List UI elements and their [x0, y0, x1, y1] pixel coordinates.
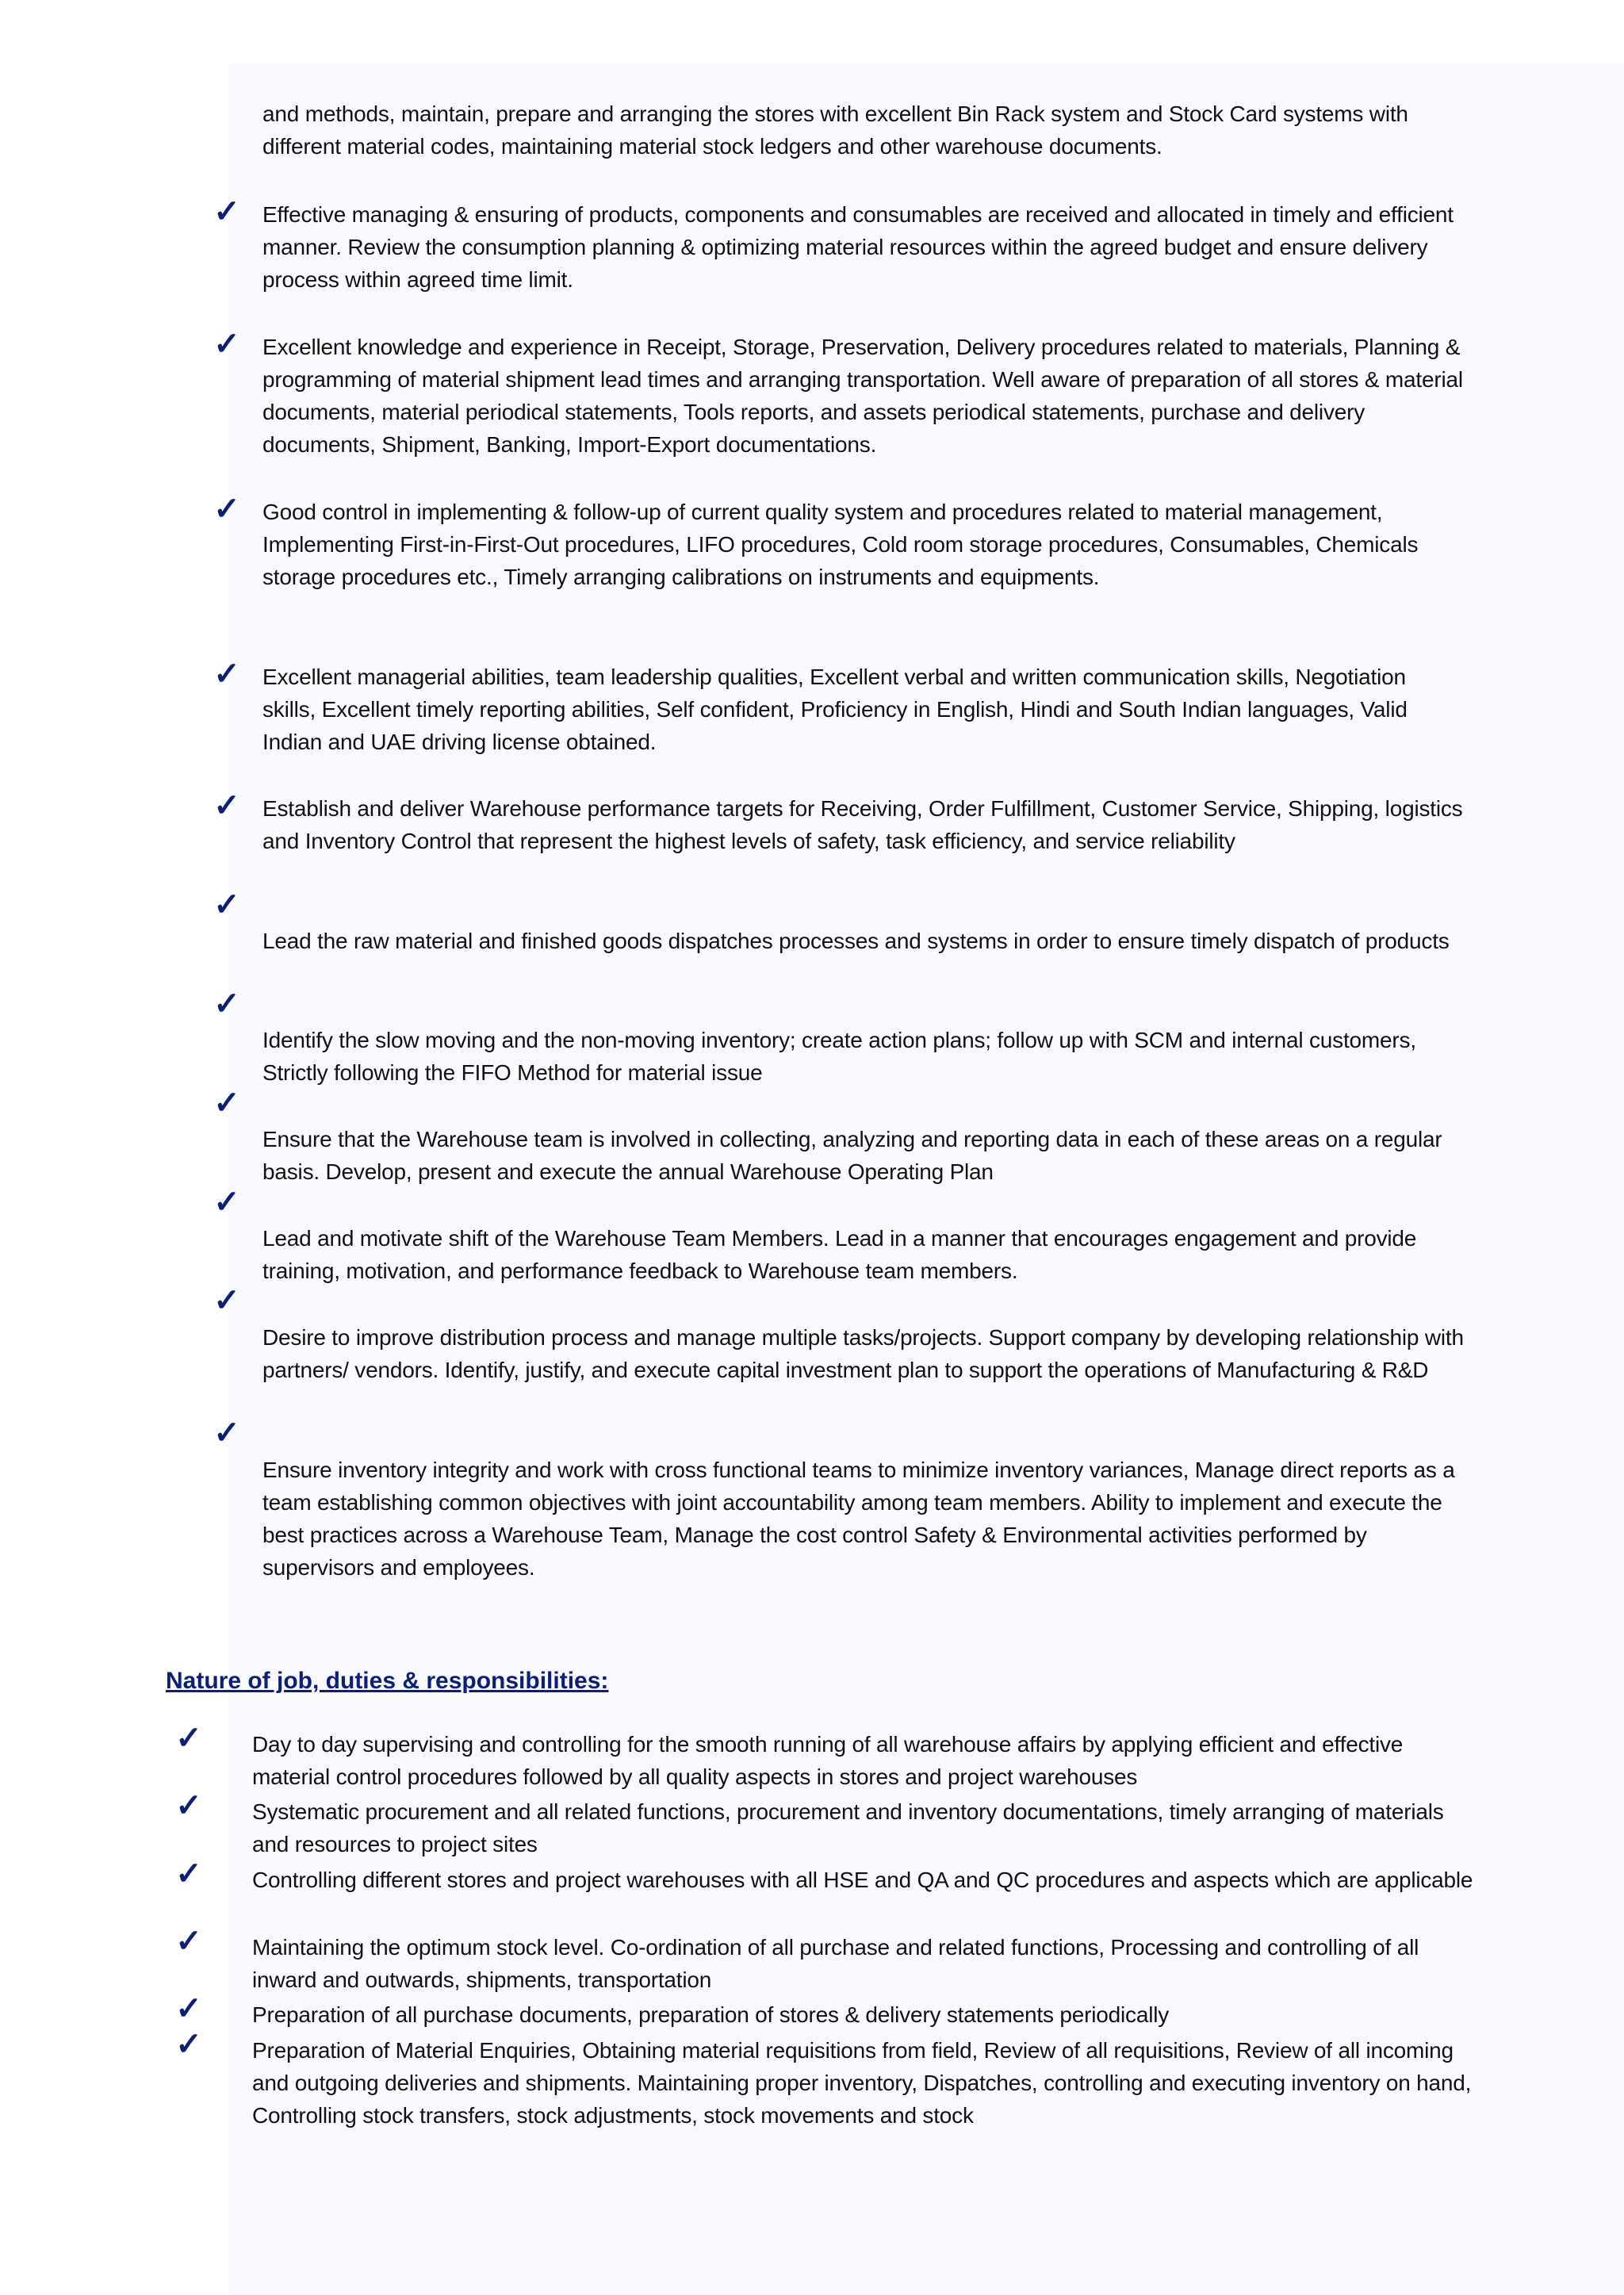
checkmark-icon: ✓: [175, 1721, 202, 1756]
duty-item: Day to day supervising and controlling for the smooth running of all warehouse affairs by applying efficient and effective material control procedures followed by all quality aspects in stores and project warehouses: [252, 1732, 1404, 1789]
checkmark-icon: ✓: [213, 194, 240, 229]
duty-item: Controlling different stores and project warehouses with all HSE and QA and QC procedures and aspects which are applicable: [252, 1868, 1473, 1892]
checkmark-icon: ✓: [175, 1856, 202, 1891]
checkmark-icon: ✓: [213, 657, 240, 692]
checkmark-icon: ✓: [213, 492, 240, 527]
checkmark-icon: ✓: [213, 1086, 240, 1121]
duty-item: Systematic procurement and all related functions, procurement and inventory documentations, timely arranging of materials and resources to project sites: [252, 1799, 1444, 1856]
responsibility-item: Lead the raw material and finished goods dispatches processes and systems in order to ensure timely dispatch of products: [262, 929, 1450, 953]
checkmark-icon: ✓: [175, 1991, 202, 2026]
responsibility-item: Excellent managerial abilities, team leadership qualities, Excellent verbal and written communication skills, Negotiation skills, Excellent timely reporting abilities, Self confident, Proficiency in English, Hindi and South Indian languages, Valid Indian and UAE driving license obtained.: [262, 665, 1408, 754]
responsibility-item: Establish and deliver Warehouse performance targets for Receiving, Order Fulfillment, Customer Service, Shipping, logistics and Inventory Control that represent the highest levels of safety, task efficiency, and service reliability: [262, 796, 1463, 853]
responsibility-item: Desire to improve distribution process and manage multiple tasks/projects. Support company by developing relationship with partners/ vendors. Identify, justify, and execute capital investment plan to support the operations of Manufacturing & R&D: [262, 1325, 1464, 1382]
responsibility-item: Good control in implementing & follow-up of current quality system and procedures related to material management, Implementing First-in-First-Out procedures, LIFO procedures, Cold room storage procedures, Consumables, Chemicals storage procedures etc., Timely arranging calibrations on instruments and equipments.: [262, 500, 1419, 589]
section-heading: [166, 1665, 608, 1697]
section-heading-text: Nature of job, duties & responsibilities: [166, 1668, 601, 1694]
responsibility-item: Lead and motivate shift of the Warehouse Team Members. Lead in a manner that encourages engagement and provide training, motivation, and performance feedback to Warehouse team members.: [262, 1226, 1417, 1283]
responsibility-item: Identify the slow moving and the non-moving inventory; create action plans; follow up with SCM and internal customers, Strictly following the FIFO Method for material issue: [262, 1028, 1416, 1085]
responsibility-item: Ensure inventory integrity and work with cross functional teams to minimize inventory variances, Manage direct reports as a team establishing common objectives with joint accountability among team members. Ability to implement and execute the best practices across a Warehouse Team, Manage the cost control Safety & Environmental activities performed by supervisors and employees.: [262, 1458, 1455, 1580]
responsibility-item: Ensure that the Warehouse team is involved in collecting, analyzing and reporting data in each of these areas on a regular basis. Develop, present and execute the annual Warehouse Operating Plan: [262, 1127, 1442, 1184]
checkmark-icon: ✓: [213, 887, 240, 922]
section-heading-suffix: :: [600, 1668, 609, 1694]
paragraph-continuation: and methods, maintain, prepare and arranging the stores with excellent Bin Rack system and Stock Card systems with different material codes, maintaining material stock ledgers and other warehouse documents.: [262, 102, 1408, 159]
checkmark-icon: ✓: [213, 987, 240, 1021]
duty-item: Preparation of all purchase documents, preparation of stores & delivery statements periodically: [252, 2002, 1170, 2027]
duty-item: Preparation of Material Enquiries, Obtaining material requisitions from field, Review of all requisitions, Review of all incoming and outgoing deliveries and shipments. Maintaining proper inventory, Dispatches, controlling and executing inventory on hand, Controlling stock transfers, stock adjustments, stock movements and stock: [252, 2038, 1472, 2128]
checkmark-icon: ✓: [213, 327, 240, 362]
checkmark-icon: ✓: [213, 1283, 240, 1318]
checkmark-icon: ✓: [175, 1788, 202, 1823]
responsibility-item: Excellent knowledge and experience in Receipt, Storage, Preservation, Delivery procedures related to materials, Planning & programming of material shipment lead times and arranging transportation. Well aware of preparation of all stores & material documents, material periodical statements, Tools reports, and assets periodical statements, purchase and delivery documents, Shipment, Banking, Import-Export documentations.: [262, 335, 1463, 457]
checkmark-icon: ✓: [175, 1924, 202, 1959]
checkmark-icon: ✓: [213, 788, 240, 823]
checkmark-icon: ✓: [175, 2027, 202, 2062]
duty-item: Maintaining the optimum stock level. Co-ordination of all purchase and related functions, Processing and controlling of all inward and outwards, shipments, transportation: [252, 1935, 1419, 1992]
responsibility-item: Effective managing & ensuring of products, components and consumables are received and allocated in timely and efficient manner. Review the consumption planning & optimizing material resources within the agreed budget and ensure delivery process within agreed time limit.: [262, 202, 1454, 292]
checkmark-icon: ✓: [213, 1185, 240, 1220]
checkmark-icon: ✓: [213, 1416, 240, 1450]
